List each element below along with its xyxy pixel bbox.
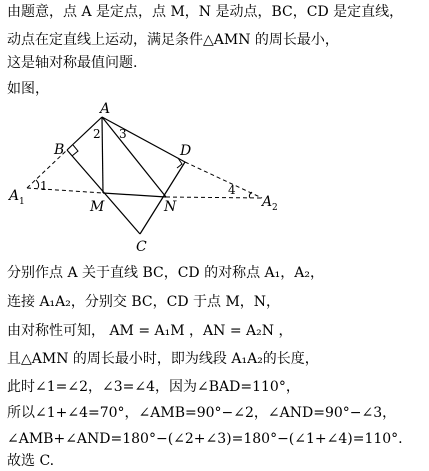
angle-arc-1: [36, 180, 39, 188]
solution-line-4: 如图，: [7, 81, 49, 97]
solution-line-9: 此时∠1=∠2，∠3=∠4，因为∠BAD=110°，: [7, 379, 300, 395]
solution-line-11: ∠AMB+∠AND=180°−(∠2+∠3)=180°−(∠1+∠4)=110°.: [7, 431, 403, 447]
dashed-D-A2: [185, 162, 262, 198]
dashed-N-A2: [166, 197, 262, 198]
solution-line-5: 分别作点 A 关于直线 BC，CD 的对称点 A₁，A₂，: [7, 265, 325, 281]
angle-label-3: 3: [119, 127, 127, 141]
angle-arc-4: [249, 192, 252, 198]
geometry-diagram: [0, 98, 290, 258]
label-M: M: [90, 199, 105, 215]
solution-line-1: 由题意，点 A 是定点，点 M，N 是动点，BC，CD 是定直线，: [7, 4, 404, 20]
right-angle-mark-B: [72, 145, 78, 156]
angle-label-4: 4: [228, 183, 236, 197]
solution-line-12: 故选 C.: [7, 453, 55, 469]
label-D: D: [180, 143, 192, 159]
segment-AN: [102, 117, 166, 197]
label-A: A: [100, 101, 111, 117]
solution-line-3: 这是轴对称最值问题.: [7, 55, 138, 71]
segment-MN: [103, 193, 166, 197]
label-A1-sub: 1: [19, 197, 25, 207]
solution-line-6: 连接 A₁A₂，分别交 BC，CD 于点 M，N，: [7, 294, 281, 310]
segment-AD: [102, 117, 185, 162]
solution-line-7: 由对称性可知， AM = A₁M ，AN = A₂N ，: [7, 323, 293, 339]
label-B: B: [54, 142, 65, 158]
dashed-A1-M: [27, 188, 103, 193]
label-A1: A: [9, 188, 20, 204]
label-C: C: [136, 239, 147, 255]
segment-AM: [102, 117, 103, 193]
solution-line-10: 所以∠1+∠4=70°，∠AMB=90°−∠2，∠AND=90°−∠3，: [7, 405, 397, 421]
label-A2: A: [262, 194, 273, 210]
angle-label-1: 1: [40, 179, 48, 193]
solution-line-2: 动点在定直线上运动，满足条件△AMN 的周长最小，: [7, 32, 339, 48]
angle-label-2: 2: [93, 127, 101, 141]
label-N: N: [164, 199, 177, 215]
label-A2-sub: 2: [272, 203, 278, 213]
solution-line-8: 且△AMN 的周长最小时，即为线段 A₁A₂的长度，: [7, 351, 319, 367]
segment-BC: [67, 150, 140, 234]
